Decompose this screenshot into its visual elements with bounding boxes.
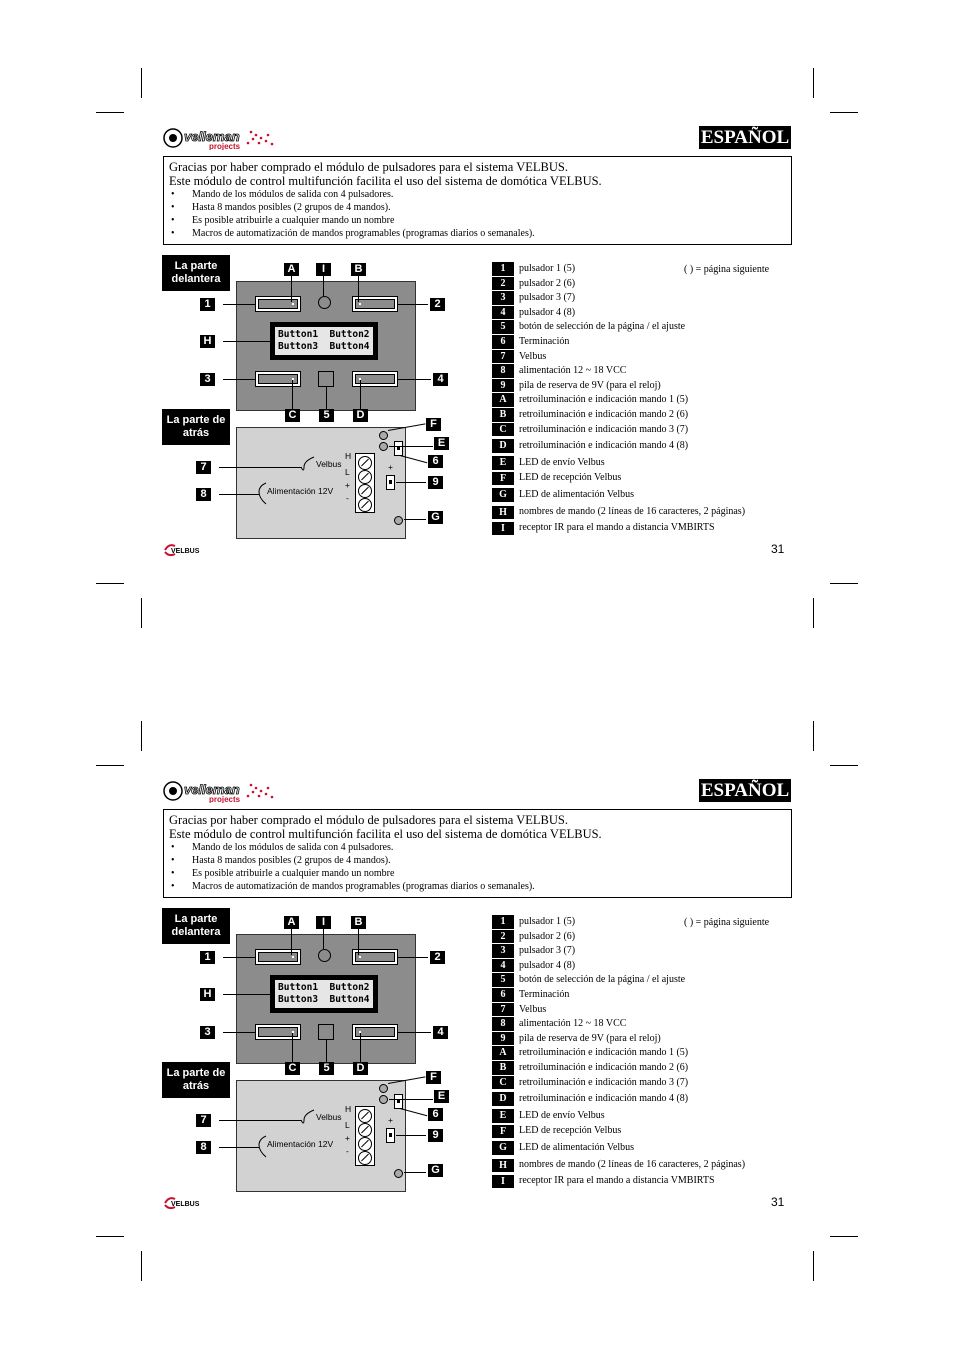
legend-key: 9 — [492, 1032, 514, 1046]
legend-text: retroiluminación e indicación mando 3 (7) — [519, 1076, 689, 1088]
legend-text: retroiluminación e indicación mando 3 (7) — [519, 423, 689, 435]
tag-3: 3 — [200, 373, 215, 386]
tag-i: I — [316, 263, 331, 276]
legend-text: retroiluminación e indicación mando 2 (6) — [519, 408, 689, 420]
legend-row — [492, 1017, 792, 1032]
terminal-block — [355, 453, 375, 513]
legend-row — [492, 471, 792, 486]
legend-text: nombres de mando (2 líneas de 16 caracteres, 2 páginas) — [519, 506, 746, 518]
legend-key: 8 — [492, 364, 514, 378]
legend-row — [492, 1003, 792, 1018]
legend-row — [492, 1139, 792, 1156]
legend-key: D — [492, 1092, 514, 1106]
legend-key: A — [492, 1046, 514, 1060]
legend-text: retroiluminación e indicación mando 1 (5) — [519, 394, 689, 406]
back-label: La parte de atrás — [162, 409, 230, 445]
legend-key: 1 — [492, 262, 514, 276]
back-label: La parte de atrás — [162, 1062, 230, 1098]
intro-bullets — [169, 188, 785, 240]
legend-row — [492, 1046, 792, 1061]
legend-text: LED de alimentación Velbus — [519, 488, 635, 500]
legend-row — [492, 262, 792, 277]
power-text: Alimentación 12V — [267, 1139, 334, 1149]
battery-jumper — [386, 1128, 395, 1143]
legend-key: 1 — [492, 915, 514, 929]
bullet-item: • Mando de los módulos de salida con 4 pulsadores. — [169, 841, 785, 854]
tag-6: 6 — [428, 1108, 443, 1121]
tag-b: B — [351, 916, 366, 929]
legend-row — [492, 504, 792, 522]
velbus-logo — [163, 1196, 201, 1210]
legend-row — [492, 423, 792, 438]
legend-key: G — [492, 1141, 514, 1155]
legend-text: pulsador 2 (6) — [519, 277, 576, 289]
legend-key: 4 — [492, 306, 514, 320]
lcd-display — [270, 975, 378, 1013]
legend-text: Velbus — [519, 350, 547, 362]
page-select-button — [318, 371, 334, 387]
bullet-item: • Mando de los módulos de salida con 4 pulsadores. — [169, 188, 785, 201]
tag-4: 4 — [433, 1026, 448, 1039]
legend-row — [492, 306, 792, 321]
termination-jumper — [394, 441, 403, 456]
tag-8: 8 — [196, 488, 211, 501]
tag-9: 9 — [428, 1129, 443, 1142]
tag-1: 1 — [200, 298, 215, 311]
button-3 — [255, 1024, 301, 1040]
legend-row — [492, 320, 792, 335]
legend-row — [492, 455, 792, 471]
legend-key: E — [492, 1109, 514, 1123]
legend-key: 4 — [492, 959, 514, 973]
velbus-logo-text: VELBUS — [171, 548, 200, 555]
bullet-item: • Hasta 8 mandos posibles (2 grupos de 4 mandos). — [169, 201, 785, 214]
legend-key: F — [492, 472, 514, 486]
tag-3: 3 — [200, 1026, 215, 1039]
velbus-logo — [163, 543, 201, 557]
legend-row — [492, 486, 792, 503]
hl-label-minus: - — [346, 1146, 349, 1156]
bracket-icon — [258, 482, 268, 506]
legend-text: alimentación 12 ~ 18 VCC — [519, 365, 627, 377]
legend-text: pila de reserva de 9V (para el reloj) — [519, 379, 661, 391]
ir-receiver — [318, 949, 331, 962]
velbus-text: Velbus — [316, 459, 342, 469]
bullet-item: • Es posible atribuirle a cualquier mando un nombre — [169, 214, 785, 227]
legend-row — [492, 1076, 792, 1091]
tag-7: 7 — [196, 461, 211, 474]
legend-key: 5 — [492, 320, 514, 334]
legend-key: 2 — [492, 277, 514, 291]
ir-receiver — [318, 296, 331, 309]
legend-text: LED de envío Velbus — [519, 1109, 605, 1121]
legend-key: H — [492, 1159, 514, 1173]
legend-text: nombres de mando (2 líneas de 16 caracteres, 2 páginas) — [519, 1159, 746, 1171]
language-badge: ESPAÑOL — [700, 127, 790, 148]
legend-row — [492, 1090, 792, 1108]
legend-row — [492, 1032, 792, 1047]
bracket-icon — [300, 455, 316, 505]
intro-line-1: Gracias por haber comprado el módulo de pulsadores para el sistema VELBUS. — [169, 160, 568, 174]
logo-text: velleman — [184, 129, 240, 144]
button-1 — [255, 949, 301, 965]
legend-text: retroiluminación e indicación mando 1 (5) — [519, 1047, 689, 1059]
legend-row — [492, 335, 792, 350]
legend-text: pulsador 1 (5) — [519, 263, 576, 274]
button-3 — [255, 371, 301, 387]
legend-key: C — [492, 1076, 514, 1090]
legend-key: 8 — [492, 1017, 514, 1031]
legend-text: pulsador 4 (8) — [519, 959, 576, 971]
legend-note: ( ) = página siguiente — [684, 264, 770, 275]
tag-e: E — [434, 1090, 449, 1103]
bracket-icon — [258, 1135, 268, 1159]
jumper-plus: + — [388, 462, 393, 472]
legend-key: E — [492, 456, 514, 470]
legend-text: receptor IR para el mando a distancia VMBIRTS — [519, 522, 715, 534]
legend-key: H — [492, 506, 514, 520]
lcd-display — [270, 322, 378, 360]
legend-key: F — [492, 1125, 514, 1139]
legend-text: pulsador 1 (5) — [519, 916, 576, 927]
legend-text: botón de selección de la página / el ajuste — [519, 974, 686, 986]
tag-e: E — [434, 437, 449, 450]
hl-label-l: L — [345, 467, 350, 477]
intro-box — [163, 809, 792, 898]
tag-5: 5 — [319, 1062, 334, 1075]
termination-jumper — [394, 1094, 403, 1109]
legend-row — [492, 521, 792, 536]
legend-note: ( ) = página siguiente — [684, 917, 770, 928]
tag-f: F — [426, 1071, 441, 1084]
lcd-line-1: Button1 Button2 — [278, 329, 370, 340]
legend-row — [492, 1108, 792, 1124]
velleman-logo — [163, 779, 275, 803]
legend-key: 3 — [492, 291, 514, 305]
legend-text: retroiluminación e indicación mando 4 (8) — [519, 439, 689, 451]
legend-text: LED de recepción Velbus — [519, 1125, 622, 1137]
battery-jumper — [386, 475, 395, 490]
tag-9: 9 — [428, 476, 443, 489]
legend-text: Velbus — [519, 1003, 547, 1015]
legend-text: pulsador 3 (7) — [519, 292, 576, 304]
tag-a: A — [284, 263, 299, 276]
bullet-item: • Hasta 8 mandos posibles (2 grupos de 4 mandos). — [169, 854, 785, 867]
legend-key: A — [492, 393, 514, 407]
legend-row — [492, 408, 792, 423]
terminal-block — [355, 1106, 375, 1166]
page-bottom — [0, 653, 954, 1303]
legend-key: I — [492, 1175, 514, 1189]
front-label: La parte delantera — [162, 255, 230, 291]
page-top — [0, 0, 954, 650]
legend-row — [492, 277, 792, 292]
legend-key: 7 — [492, 350, 514, 364]
tag-h: H — [200, 335, 215, 348]
legend-key: G — [492, 488, 514, 502]
page-select-button — [318, 1024, 334, 1040]
legend-row — [492, 393, 792, 408]
led-receive — [379, 1084, 388, 1093]
tag-8: 8 — [196, 1141, 211, 1154]
tag-4: 4 — [433, 373, 448, 386]
legend-text: LED de alimentación Velbus — [519, 1141, 635, 1153]
legend-text: alimentación 12 ~ 18 VCC — [519, 1018, 627, 1030]
hl-label-h: H — [345, 1104, 352, 1114]
tag-d: D — [353, 409, 368, 422]
tag-2: 2 — [430, 298, 445, 311]
legend-key: 5 — [492, 973, 514, 987]
hl-label-minus: - — [346, 493, 349, 503]
tag-d: D — [353, 1062, 368, 1075]
intro-bullets — [169, 841, 785, 893]
tag-1: 1 — [200, 951, 215, 964]
legend-text: receptor IR para el mando a distancia VMBIRTS — [519, 1175, 715, 1187]
intro-box — [163, 156, 792, 245]
legend-text: LED de envío Velbus — [519, 456, 605, 468]
legend-text: LED de recepción Velbus — [519, 472, 622, 484]
legend-text: Terminación — [519, 988, 570, 1000]
power-text: Alimentación 12V — [267, 486, 334, 496]
tag-g: G — [428, 1164, 443, 1177]
legend-row — [492, 944, 792, 959]
button-4 — [352, 371, 398, 387]
legend-key: B — [492, 408, 514, 422]
intro-line-2: Este módulo de control multifunción facilita el uso del sistema de domótica VELBUS. — [169, 174, 602, 188]
tag-5: 5 — [319, 409, 334, 422]
tag-f: F — [426, 418, 441, 431]
legend-row — [492, 291, 792, 306]
bullet-item: • Es posible atribuirle a cualquier mando un nombre — [169, 867, 785, 880]
velleman-logo — [163, 126, 275, 150]
legend-key: 2 — [492, 930, 514, 944]
legend-text: retroiluminación e indicación mando 2 (6) — [519, 1061, 689, 1073]
tag-g: G — [428, 511, 443, 524]
tag-c: C — [285, 1062, 300, 1075]
button-1 — [255, 296, 301, 312]
legend-key: D — [492, 439, 514, 453]
tag-6: 6 — [428, 455, 443, 468]
legend-row — [492, 437, 792, 455]
hl-label-plus: + — [345, 1133, 350, 1143]
legend-text: botón de selección de la página / el ajuste — [519, 321, 686, 333]
hl-label-plus: + — [345, 480, 350, 490]
logo-text: velleman — [184, 782, 240, 797]
legend-text: pulsador 4 (8) — [519, 306, 576, 318]
lcd-line-1: Button1 Button2 — [278, 982, 370, 993]
tag-7: 7 — [196, 1114, 211, 1127]
legend-key: 3 — [492, 944, 514, 958]
led-power — [394, 1169, 403, 1178]
intro-line-2: Este módulo de control multifunción facilita el uso del sistema de domótica VELBUS. — [169, 827, 602, 841]
legend-key: 6 — [492, 335, 514, 349]
led-send — [379, 442, 388, 451]
language-badge: ESPAÑOL — [700, 780, 790, 801]
legend-row — [492, 350, 792, 365]
tag-c: C — [285, 409, 300, 422]
tag-h: H — [200, 988, 215, 1001]
legend-key: 9 — [492, 379, 514, 393]
legend-row — [492, 930, 792, 945]
legend-list — [492, 262, 792, 536]
legend-text: pila de reserva de 9V (para el reloj) — [519, 1032, 661, 1044]
legend-text: pulsador 2 (6) — [519, 930, 576, 942]
lcd-line-2: Button3 Button4 — [278, 994, 370, 1005]
tag-a: A — [284, 916, 299, 929]
tag-2: 2 — [430, 951, 445, 964]
legend-row — [492, 1124, 792, 1139]
intro-line-1: Gracias por haber comprado el módulo de pulsadores para el sistema VELBUS. — [169, 813, 568, 827]
legend-text: pulsador 3 (7) — [519, 945, 576, 957]
legend-row — [492, 959, 792, 974]
legend-row — [492, 915, 792, 930]
bracket-icon — [300, 1108, 316, 1158]
legend-row — [492, 1061, 792, 1076]
legend-row — [492, 364, 792, 379]
velbus-logo-text: VELBUS — [171, 1201, 200, 1208]
bullet-item: • Macros de automatización de mandos programables (programas diarios o semanales). — [169, 227, 785, 240]
led-send — [379, 1095, 388, 1104]
legend-key: 6 — [492, 988, 514, 1002]
jumper-plus: + — [388, 1115, 393, 1125]
page-number: 31 — [771, 1195, 785, 1209]
button-4 — [352, 1024, 398, 1040]
legend-row — [492, 1157, 792, 1175]
legend-key: C — [492, 423, 514, 437]
bullet-item: • Macros de automatización de mandos programables (programas diarios o semanales). — [169, 880, 785, 893]
led-receive — [379, 431, 388, 440]
front-label: La parte delantera — [162, 908, 230, 944]
hl-label-l: L — [345, 1120, 350, 1130]
velbus-text: Velbus — [316, 1112, 342, 1122]
led-power — [394, 516, 403, 525]
legend-row — [492, 379, 792, 394]
page-number: 31 — [771, 542, 785, 556]
hl-label-h: H — [345, 451, 352, 461]
legend-key: B — [492, 1061, 514, 1075]
legend-text: retroiluminación e indicación mando 4 (8) — [519, 1092, 689, 1104]
logo-sub: projects — [209, 795, 241, 803]
legend-row — [492, 1174, 792, 1189]
legend-text: Terminación — [519, 335, 570, 347]
lcd-line-2: Button3 Button4 — [278, 341, 370, 352]
legend-row — [492, 988, 792, 1003]
legend-key: I — [492, 522, 514, 536]
tag-i: I — [316, 916, 331, 929]
legend-list — [492, 915, 792, 1189]
legend-key: 7 — [492, 1003, 514, 1017]
tag-b: B — [351, 263, 366, 276]
logo-sub: projects — [209, 142, 241, 150]
legend-row — [492, 973, 792, 988]
